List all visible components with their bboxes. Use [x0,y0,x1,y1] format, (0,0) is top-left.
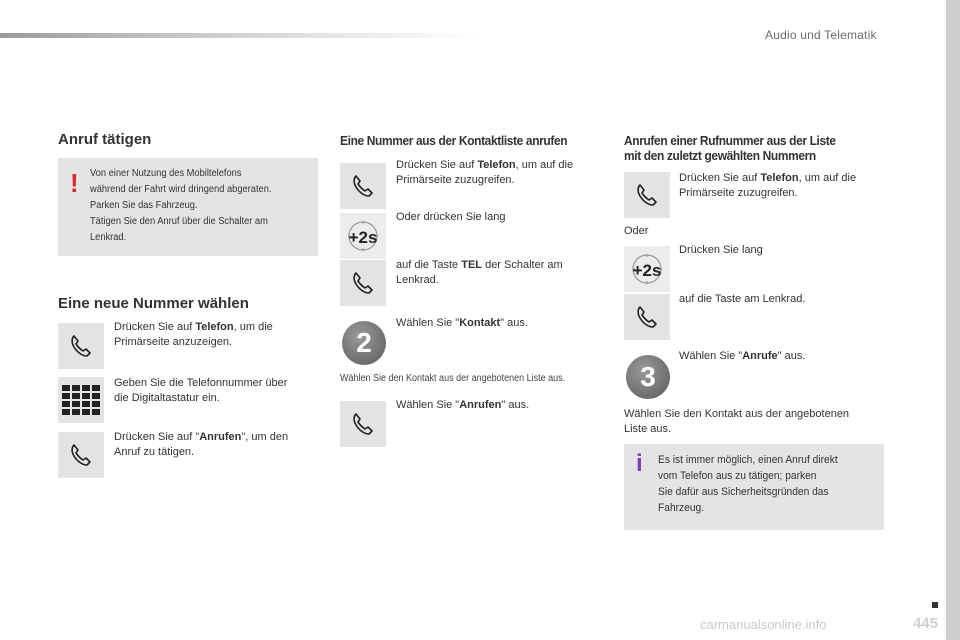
step-text: Drücken Sie auf Telefon, um auf die Primärseite zuzugreifen. [396,159,574,186]
phone-button[interactable] [58,323,104,369]
header-gradient-bar [0,33,480,38]
phone-icon [350,270,376,296]
step-text: Oder drücken Sie lang [396,211,506,223]
steering-tel-button[interactable] [340,260,386,306]
section-title-anrufliste: Anrufen einer Rufnummer aus der Liste mit den zuletzt gewählten Nummern [624,133,836,163]
step-text: Drücken Sie auf "Anrufen", um den Anruf zu tätigen. [114,431,289,458]
watermark: carmanualsonline.info [700,617,827,632]
chapter-title: Audio und Telematik [765,28,877,42]
clock-icon [624,246,670,292]
warning-text: Von einer Nutzung des Mobiltelefons während der Fahrt wird dringend abgeraten. Parken Sie das Fahrzeug. Tätigen Sie den Anruf über die Schalter am Lenkrad. [90,168,272,243]
phone-icon [350,411,376,437]
info-icon: i [636,450,643,477]
step-text: Wählen Sie "Anrufen" aus. [396,399,530,411]
section-title-anruf: Anruf tätigen [58,131,152,148]
step-text: Drücken Sie auf Telefon, um die Primärseite anzuzeigen. [114,321,273,348]
keypad-button[interactable] [58,377,104,423]
phone-icon [350,173,376,199]
svg-text:+2s: +2s [348,228,378,247]
phone-icon [634,182,660,208]
keypad-icon [62,385,100,415]
step-number-badge: 2 [342,321,386,365]
step-text: Drücken Sie auf Telefon, um auf die Primärseite zuzugreifen. [679,172,857,199]
page-edge-bar [946,0,960,640]
oder-label: Oder [624,225,649,237]
long-press-badge [624,246,670,292]
phone-icon [68,333,94,359]
warning-box [58,158,318,256]
call-button[interactable] [340,401,386,447]
page-number: 445 [912,615,938,632]
phone-button[interactable] [624,172,670,218]
phone-icon [634,304,660,330]
phone-button[interactable] [340,163,386,209]
section-title-neue-nummer: Eine neue Nummer wählen [58,295,249,312]
info-text: Es ist immer möglich, einen Anruf direkt vom Telefon aus zu tätigen; parken Sie dafür aus Sicherheitsgründen das Fahrzeug. [658,454,838,514]
step-text: Wählen Sie den Kontakt aus der angebotenen Liste aus. [624,408,850,435]
step-text: Wählen Sie "Anrufe" aus. [679,350,806,362]
step-text: Drücken Sie lang [679,244,763,256]
exclamation-icon: ! [70,168,79,198]
step-text: Wählen Sie "Kontakt" aus. [396,317,528,329]
step-text: auf die Taste TEL der Schalter am Lenkrad. [396,259,563,286]
step-number-badge: 3 [626,355,670,399]
phone-icon [68,442,94,468]
step-text: Geben Sie die Telefonnummer über die Digitaltastatur ein. [114,377,288,404]
long-press-badge [340,213,386,259]
section-title-kontaktliste: Eine Nummer aus der Kontaktliste anrufen [340,133,568,148]
footer-marker [932,602,938,608]
steering-tel-button[interactable] [624,294,670,340]
svg-text:+2s: +2s [632,261,662,280]
clock-icon [340,213,386,259]
step-text: auf die Taste am Lenkrad. [679,293,806,305]
step-text: Wählen Sie den Kontakt aus der angebotenen Liste aus. [340,373,566,384]
call-button[interactable] [58,432,104,478]
info-box [624,444,884,530]
